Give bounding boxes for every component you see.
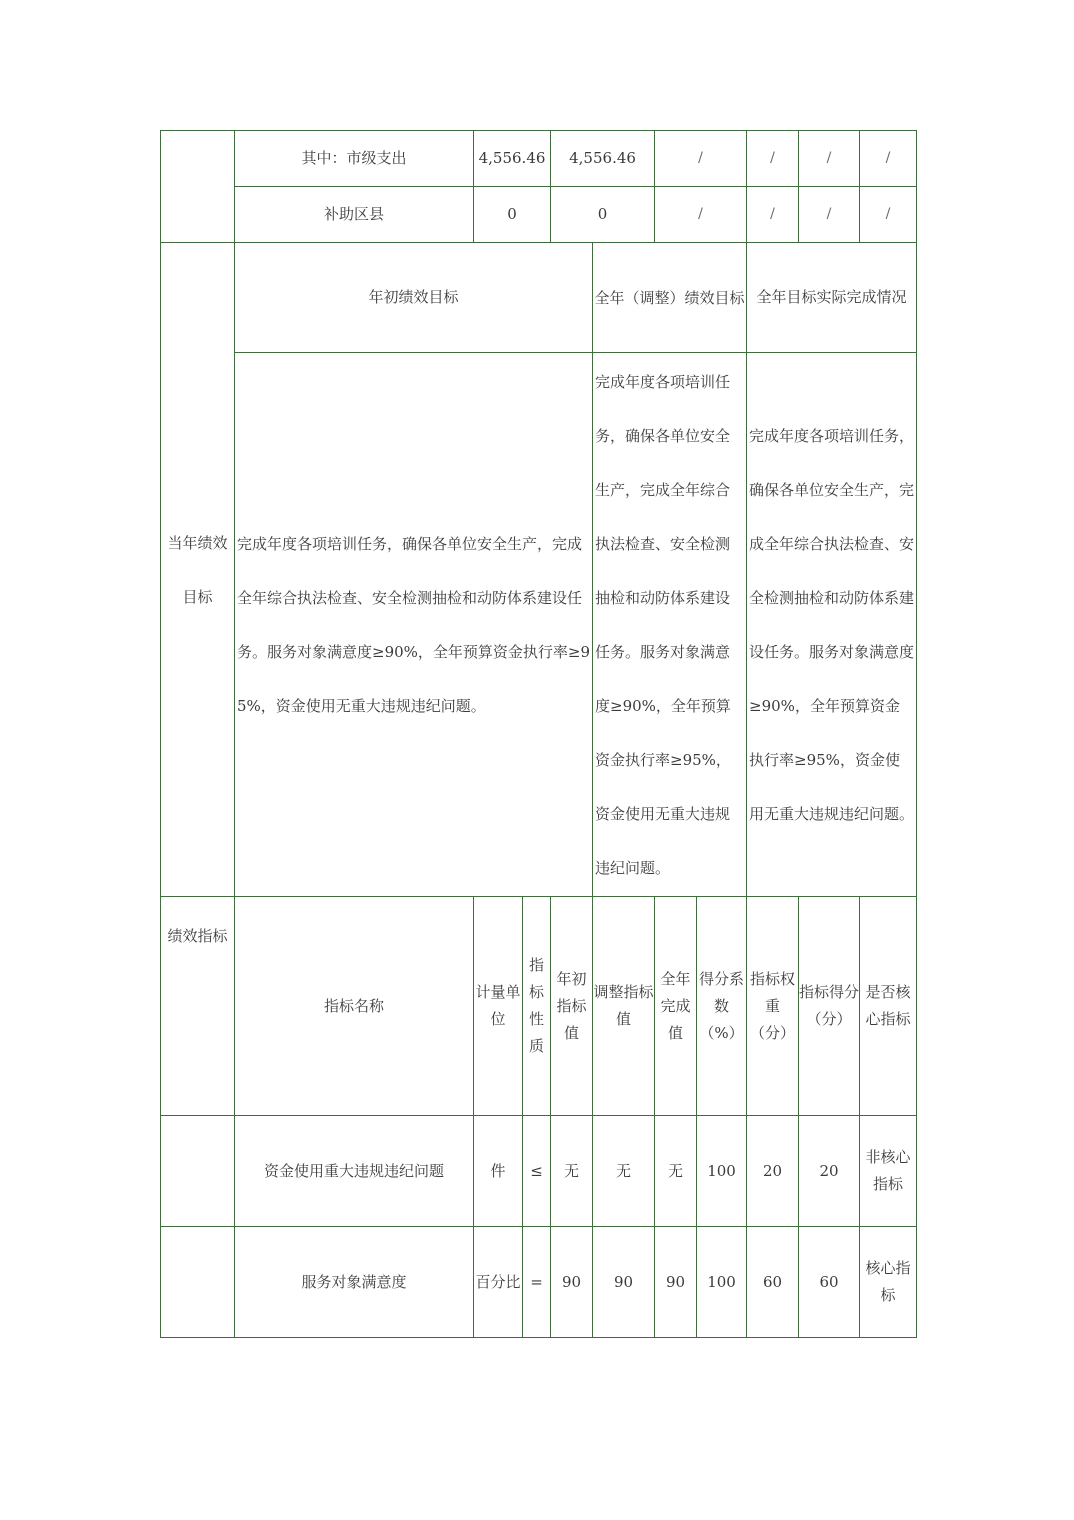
header-score: 指标得分（分）	[799, 897, 860, 1116]
slash-cell: /	[655, 187, 747, 243]
goals-header-adjusted: 全年（调整）绩效目标	[593, 243, 747, 353]
table-row	[161, 243, 917, 353]
slash-cell: /	[655, 131, 747, 187]
goals-header-actual: 全年目标实际完成情况	[747, 243, 917, 353]
indicator-core: 核心指标	[860, 1227, 917, 1338]
slash-cell: /	[860, 187, 917, 243]
table-row	[161, 1116, 917, 1227]
indicator-actual: 90	[655, 1227, 697, 1338]
indicator-adjusted: 无	[593, 1116, 655, 1227]
indicator-weight: 60	[747, 1227, 799, 1338]
indicator-nature: ≤	[523, 1116, 551, 1227]
budget-value: 4,556.46	[551, 131, 655, 187]
budget-value: 4,556.46	[474, 131, 551, 187]
goals-section-label: 当年绩效目标	[161, 243, 235, 897]
indicator-initial: 无	[551, 1116, 593, 1227]
indicators-section-label: 绩效指标	[161, 897, 235, 1116]
performance-table	[160, 130, 917, 1338]
table-row	[161, 897, 917, 1116]
indicator-initial: 90	[551, 1227, 593, 1338]
slash-cell: /	[799, 131, 860, 187]
empty-cell	[161, 131, 235, 243]
header-actual: 全年完成值	[655, 897, 697, 1116]
indicator-unit: 件	[474, 1116, 523, 1227]
header-unit: 计量单位	[474, 897, 523, 1116]
header-core: 是否核心指标	[860, 897, 917, 1116]
indicator-coef: 100	[697, 1227, 747, 1338]
table-row	[161, 131, 917, 187]
indicator-name: 资金使用重大违规违纪问题	[235, 1116, 474, 1227]
empty-cell	[161, 1227, 235, 1338]
slash-cell: /	[747, 187, 799, 243]
header-name: 指标名称	[235, 897, 474, 1116]
budget-value: 0	[551, 187, 655, 243]
budget-value: 0	[474, 187, 551, 243]
indicator-core: 非核心指标	[860, 1116, 917, 1227]
header-initial: 年初指标值	[551, 897, 593, 1116]
indicator-coef: 100	[697, 1116, 747, 1227]
indicator-score: 20	[799, 1116, 860, 1227]
budget-label: 补助区县	[235, 187, 474, 243]
header-nature: 指标性质	[523, 897, 551, 1116]
header-adjusted: 调整指标值	[593, 897, 655, 1116]
slash-cell: /	[799, 187, 860, 243]
table-row	[161, 353, 917, 897]
table-row	[161, 187, 917, 243]
empty-cell	[161, 1116, 235, 1227]
indicator-unit: 百分比	[474, 1227, 523, 1338]
goals-adjusted-text: 完成年度各项培训任务，确保各单位安全生产，完成全年综合执法检查、安全检测抽检和动防体系建设任务。服务对象满意度≥90%，全年预算资金执行率≥95%，资金使用无重大违规违纪问题。	[593, 353, 747, 897]
goals-initial-text: 完成年度各项培训任务，确保各单位安全生产，完成全年综合执法检查、安全检测抽检和动防体系建设任务。服务对象满意度≥90%，全年预算资金执行率≥95%，资金使用无重大违规违纪问题。	[235, 353, 593, 897]
indicator-actual: 无	[655, 1116, 697, 1227]
budget-label: 其中：市级支出	[235, 131, 474, 187]
table-row	[161, 1227, 917, 1338]
indicator-adjusted: 90	[593, 1227, 655, 1338]
indicator-weight: 20	[747, 1116, 799, 1227]
indicator-nature: =	[523, 1227, 551, 1338]
slash-cell: /	[747, 131, 799, 187]
indicator-score: 60	[799, 1227, 860, 1338]
goals-actual-text: 完成年度各项培训任务，确保各单位安全生产，完成全年综合执法检查、安全检测抽检和动防体系建设任务。服务对象满意度≥90%，全年预算资金执行率≥95%，资金使用无重大违规违纪问题。	[747, 353, 917, 897]
header-weight: 指标权重（分）	[747, 897, 799, 1116]
header-coef: 得分系数（%）	[697, 897, 747, 1116]
goals-header-initial: 年初绩效目标	[235, 243, 593, 353]
indicator-name: 服务对象满意度	[235, 1227, 474, 1338]
slash-cell: /	[860, 131, 917, 187]
